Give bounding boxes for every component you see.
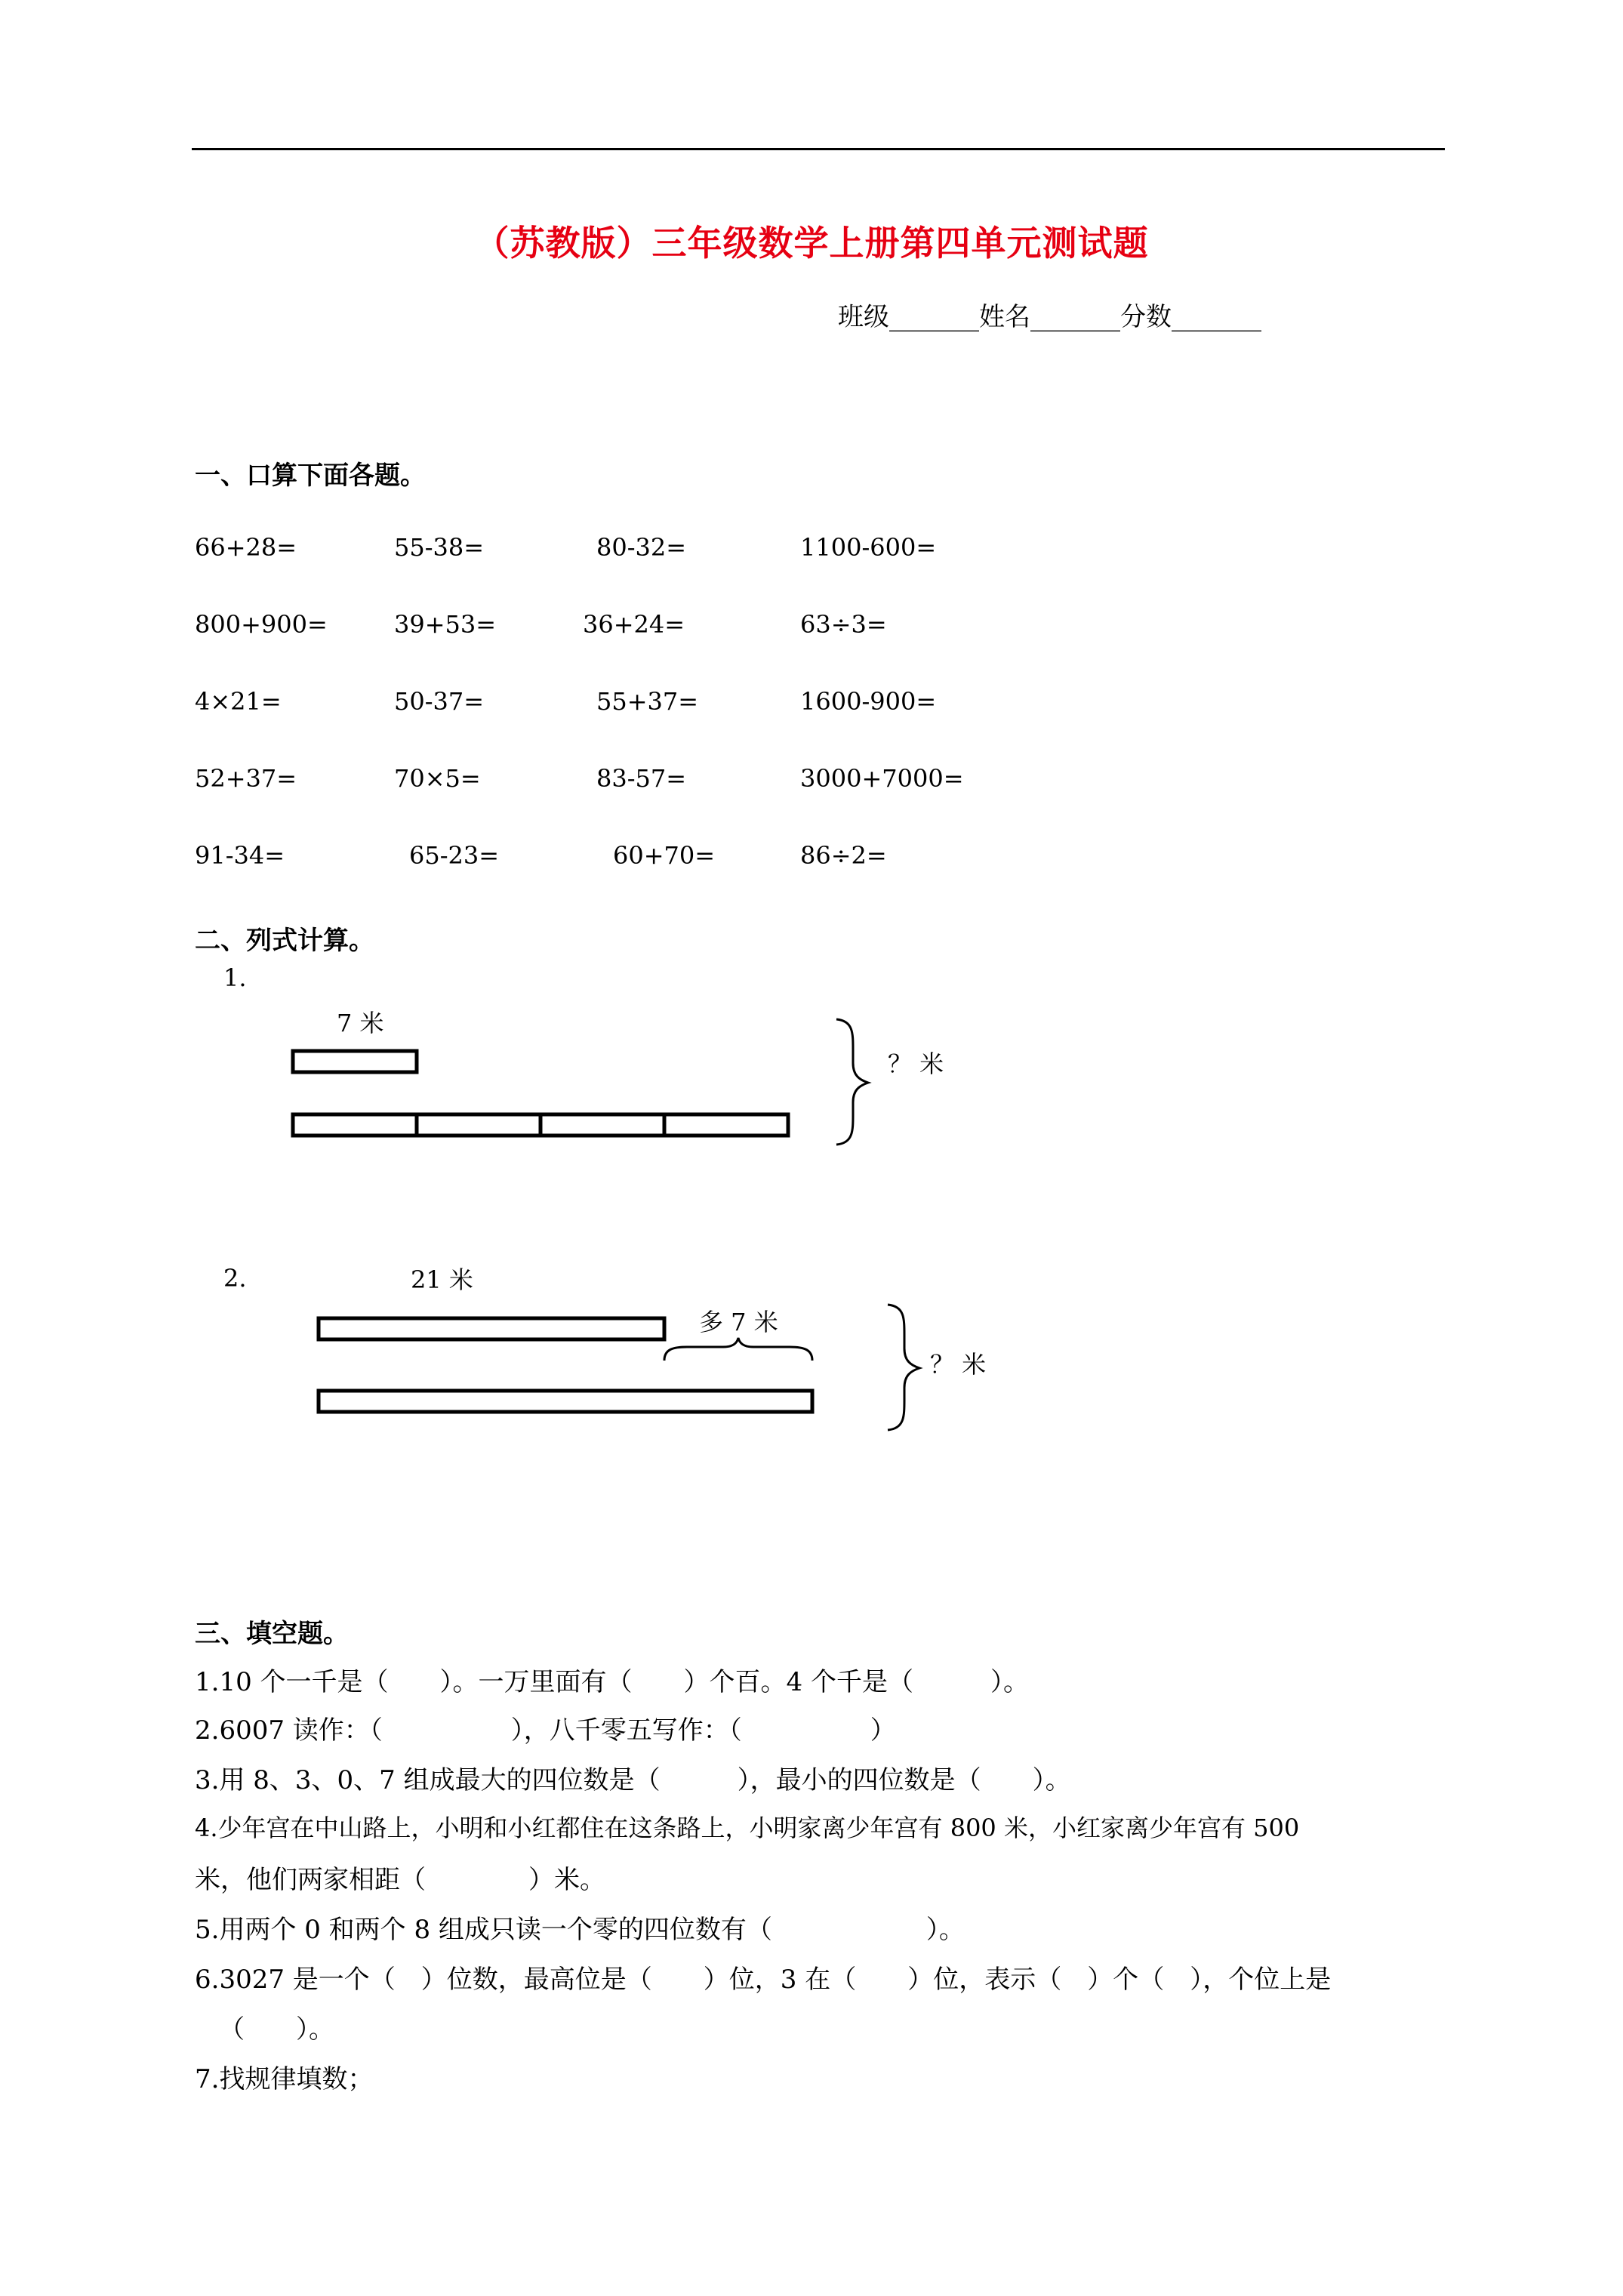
problem1-brace-label: ？ 米: [888, 1049, 944, 1078]
calc-item: 80-32=: [596, 533, 687, 562]
fill-blank-line: 4.少年宫在中山路上，小明和小红都住在这条路上，小明家离少年宫有 800 米，小红家离少年宫有 500: [195, 1814, 1300, 1842]
calc-item: 52+37=: [195, 764, 297, 793]
section1-heading: 一、口算下面各题。: [195, 461, 426, 491]
calc-item: 66+28=: [195, 533, 297, 562]
calc-item: 55+37=: [596, 687, 699, 716]
calc-item: 63÷3=: [800, 610, 887, 639]
calc-item: 83-57=: [596, 764, 687, 793]
fill-blank-line: 6.3027 是一个（ ）位数，最高位是（ ）位，3 在（ ）位，表示（ ）个（ ），个位上是: [195, 1965, 1332, 1995]
problem1-top-label: 7 米: [337, 1009, 384, 1037]
problem1-unit-bar: [293, 1051, 417, 1072]
calc-item: 70×5=: [394, 764, 481, 793]
fill-blank-line: 1.10 个一千是（ ）。一万里面有（ ）个百。4 个千是（ ）。: [195, 1667, 1029, 1697]
calc-item: 50-37=: [394, 687, 485, 716]
student-info-line: 班级_______姓名_______分数_______: [838, 302, 1261, 332]
calc-item: 1600-900=: [800, 687, 937, 716]
problem2-brace: [888, 1305, 919, 1430]
calc-item: 86÷2=: [800, 841, 887, 870]
problem2-number: 2.: [223, 1264, 247, 1293]
calc-item: 91-34=: [195, 841, 285, 870]
section3-heading: 三、填空题。: [195, 1619, 349, 1649]
fill-blank-line: 5.用两个 0 和两个 8 组成只读一个零的四位数有（ ）。: [195, 1915, 965, 1945]
calc-item: 36+24=: [583, 610, 685, 639]
problem2-difference-brace: [664, 1338, 812, 1361]
problem1-number: 1.: [223, 963, 247, 992]
problem2-brace-label: ？ 米: [930, 1350, 987, 1379]
calc-item: 60+70=: [613, 841, 716, 870]
problem2-long-bar: [319, 1391, 812, 1412]
fill-blank-line: （ ）。: [219, 2014, 334, 2045]
calc-item: 65-23=: [409, 841, 500, 870]
page-title: （苏教版）三年级数学上册第四单元测试题: [474, 223, 1149, 264]
problem1-brace: [836, 1019, 868, 1145]
problem2-short-bar: [319, 1318, 664, 1339]
calc-item: 4×21=: [195, 687, 282, 716]
section2-heading: 二、列式计算。: [195, 926, 374, 956]
calc-item: 800+900=: [195, 610, 328, 639]
calc-item: 55-38=: [394, 533, 485, 562]
fill-blank-line: 3.用 8、3、0、7 组成最大的四位数是（ ），最小的四位数是（ ）。: [195, 1765, 1071, 1795]
problem2-top-label: 21 米: [411, 1265, 473, 1294]
calc-item: 1100-600=: [800, 533, 937, 562]
problem2-diff-label: 多 7 米: [699, 1308, 778, 1336]
fill-blank-line: 7.找规律填数；: [195, 2064, 374, 2094]
fill-blank-line: 2.6007 读作：（ ），八千零五写作：（ ）: [195, 1715, 896, 1746]
calc-item: 3000+7000=: [800, 764, 964, 793]
fill-blank-line: 米，他们两家相距（ ）米。: [195, 1865, 605, 1895]
calc-item: 39+53=: [394, 610, 497, 639]
